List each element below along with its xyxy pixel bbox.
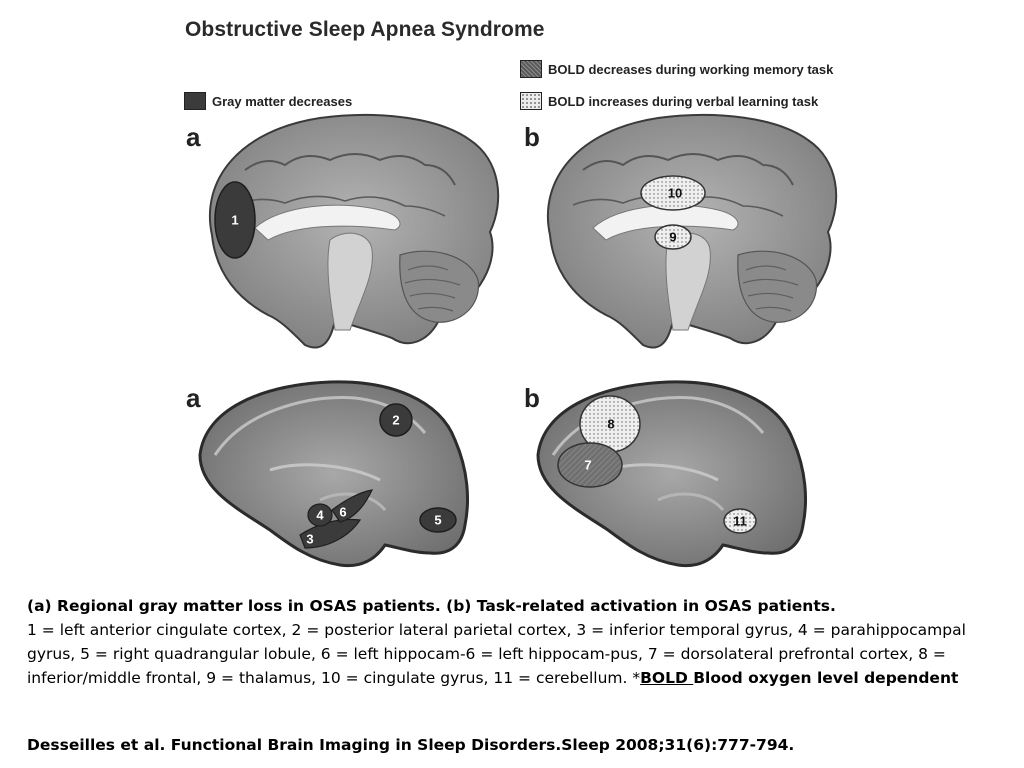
brain-sagittal-a <box>210 115 498 348</box>
panel-label-b-top: b <box>524 122 540 152</box>
legend-label: Gray matter decreases <box>212 93 353 109</box>
caption-heading: (a) Regional gray matter loss in OSAS patients. (b) Task-related activation in OSAS patients. <box>27 597 836 615</box>
region-label-10: 10 <box>667 185 683 201</box>
figure-caption <box>27 594 1002 690</box>
legend-label: BOLD increases during verbal learning task <box>548 93 819 109</box>
caption-bold-abbrev: BOLD <box>640 669 694 687</box>
panel-label-b-bottom: b <box>524 383 540 413</box>
caption-body <box>27 618 1002 690</box>
region-label-8: 8 <box>607 416 615 432</box>
panel-label-a-bottom: a <box>186 383 201 413</box>
region-label-4: 4 <box>316 507 324 523</box>
legend-label: BOLD decreases during working memory task <box>548 61 834 77</box>
region-label-5: 5 <box>434 512 442 528</box>
region-label-11: 11 <box>733 513 747 529</box>
region-label-3: 3 <box>306 531 314 547</box>
region-label-6: 6 <box>339 504 347 520</box>
caption-bold-definition: Blood oxygen level dependent <box>693 669 959 687</box>
region-label-1: 1 <box>231 212 239 228</box>
figure-title: Obstructive Sleep Apnea Syndrome <box>185 18 545 41</box>
region-label-2: 2 <box>392 412 400 428</box>
region-label-9: 9 <box>669 229 677 245</box>
mri-sagittal-a <box>200 382 468 566</box>
citation: Desseilles et al. Functional Brain Imaging in Sleep Disorders.Sleep 2008;31(6):777-794. <box>27 736 795 754</box>
brain-sagittal-b <box>548 115 836 348</box>
panel-label-a-top: a <box>186 122 201 152</box>
mri-sagittal-b <box>538 382 806 566</box>
region-label-7: 7 <box>584 457 592 473</box>
caption-legend-text: 1 = left anterior cingulate cortex, 2 = posterior lateral parietal cortex, 3 = inferior temporal gyrus, 4 = parahippocampal gyrus, 5 = right quadrangular lobule, 6 = left hippocam-6 = left hippocam-pus, 7 = dorsolateral prefrontal cortex, 8 = inferior/middle frontal, 9 = thalamus, 10 = cingulate gyrus, 11 = cerebellum. * <box>27 621 966 687</box>
